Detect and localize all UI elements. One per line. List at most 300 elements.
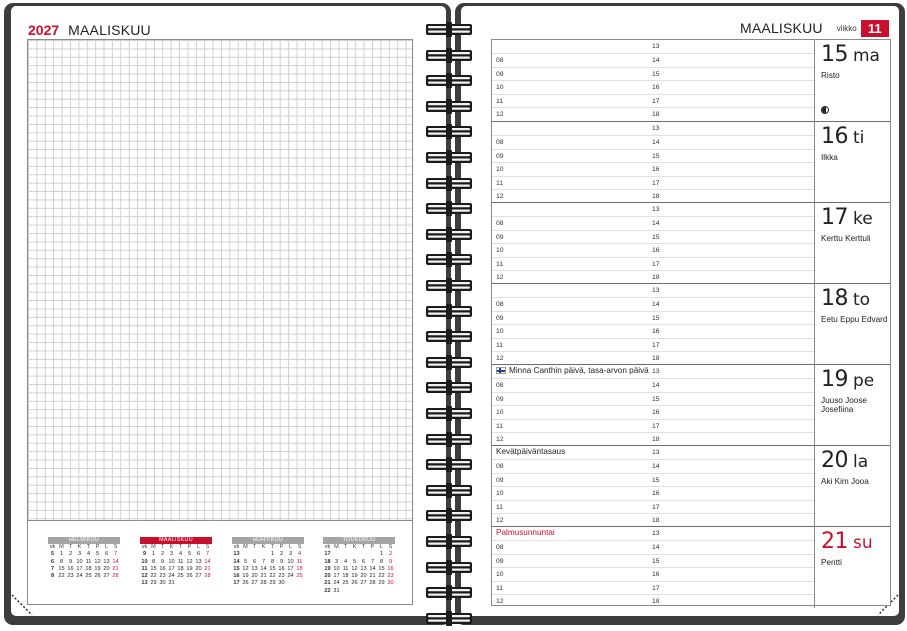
day-event [496, 447, 565, 456]
hour-label-right: 16 [652, 328, 660, 336]
time-slots [492, 122, 814, 203]
mini-calendar-date: 20 [103, 565, 110, 572]
mini-calendar-date [341, 588, 350, 595]
mini-calendar-date: 13 [195, 558, 202, 565]
time-slot[interactable] [492, 107, 814, 120]
mini-calendar-date: 4 [297, 551, 302, 558]
mini-calendar-weekday: K [261, 544, 266, 550]
day-date [821, 367, 874, 392]
mini-calendar-date: 10 [333, 565, 340, 572]
mini-calendar-date: 22 [150, 573, 157, 580]
hour-label-left: 08 [496, 57, 504, 65]
mini-calendar-title: TOUKOKUU [323, 537, 395, 544]
mini-calendar-date: 23 [67, 573, 74, 580]
hour-label-right: 14 [652, 463, 660, 471]
time-slot[interactable] [492, 297, 814, 310]
mini-calendar-date: 26 [94, 573, 101, 580]
spiral-ring [424, 428, 474, 450]
hour-label-right: 17 [652, 179, 660, 187]
mini-calendar-weekday: P [95, 544, 100, 550]
mini-calendar-weekday: S [205, 544, 210, 550]
mini-calendar-date: 3 [169, 551, 174, 558]
day-info [814, 122, 891, 203]
mini-calendar-title: HELMIKUU [48, 537, 120, 544]
time-slot[interactable] [492, 351, 814, 364]
hour-label-right: 15 [652, 395, 660, 403]
mini-calendar-date: 10 [76, 558, 83, 565]
time-slots [492, 284, 814, 365]
mini-calendar-weekday: T [252, 544, 257, 550]
time-slot[interactable] [492, 53, 814, 66]
mini-calendar-week-row [323, 566, 395, 573]
hour-label-right: 15 [652, 476, 660, 484]
mini-calendar-date: 20 [195, 565, 202, 572]
mini-calendar [323, 537, 395, 595]
spiral-ring [424, 351, 474, 373]
hour-label-left: 10 [496, 84, 504, 92]
mini-calendar-week-row [323, 559, 395, 566]
mini-calendar-date: 25 [342, 580, 349, 587]
time-slot[interactable] [492, 257, 814, 270]
mini-calendar-week-number: 13 [233, 551, 240, 558]
spiral-ring [424, 69, 474, 91]
mini-calendar-date: 23 [387, 573, 394, 580]
mini-calendar-date: 14 [112, 558, 119, 565]
time-slot[interactable] [492, 284, 814, 297]
mini-calendar-week-number: 7 [50, 565, 55, 572]
hour-label-right: 17 [652, 503, 660, 511]
day-date [821, 529, 873, 554]
hour-label-right: 16 [652, 409, 660, 417]
name-day-names: Aki Kim Jooa [821, 477, 869, 486]
mini-calendar-week-number: 15 [233, 565, 240, 572]
mini-calendar-date: 30 [387, 580, 394, 587]
spiral-ring [424, 44, 474, 66]
hour-label-left: 09 [496, 314, 504, 322]
mini-calendar-weekday: M [59, 544, 64, 550]
name-day-names: Eetu Eppu Edvard [821, 315, 888, 324]
mini-calendar-week-row [232, 559, 304, 566]
time-slot[interactable] [492, 459, 814, 472]
hour-label-left: 08 [496, 139, 504, 147]
mini-calendar-weekday: P [370, 544, 375, 550]
mini-calendar-weekday: T [160, 544, 165, 550]
mini-calendar-week-number: 14 [233, 558, 240, 565]
mini-calendar-date: 8 [270, 558, 275, 565]
day-abbreviation: to [853, 290, 871, 310]
mini-calendar-date: 27 [360, 580, 367, 587]
hour-label-right: 14 [652, 301, 660, 309]
hour-label-left: 09 [496, 70, 504, 78]
hour-label-right: 16 [652, 490, 660, 498]
mini-calendar-date: 21 [204, 565, 211, 572]
mini-calendar-date: 1 [270, 551, 275, 558]
mini-calendar-date: 2 [279, 551, 284, 558]
mini-calendar-date: 18 [177, 565, 184, 572]
mini-calendar-weekday: L [379, 544, 384, 550]
spiral-ring [424, 172, 474, 194]
day-event-text: Kevätpäiväntasaus [496, 447, 566, 456]
mini-calendar-date: 28 [204, 573, 211, 580]
day-info [814, 40, 891, 121]
mini-calendar-weekday: M [334, 544, 339, 550]
spiral-ring [424, 18, 474, 40]
time-slot[interactable] [492, 135, 814, 148]
spiral-ring [424, 479, 474, 501]
day-abbreviation: ma [853, 46, 880, 66]
hour-label-right: 13 [652, 125, 660, 132]
mini-calendar-date: 12 [351, 565, 358, 572]
time-slot[interactable] [492, 67, 814, 80]
mini-calendar-date: 13 [251, 565, 258, 572]
mini-calendar-week-row [48, 551, 120, 558]
time-slots [492, 527, 814, 608]
mini-calendar-date: 8 [59, 558, 64, 565]
mini-calendar-weekday: K [352, 544, 357, 550]
hour-label-right: 16 [652, 571, 660, 579]
day-number: 15 [821, 42, 848, 67]
time-slot[interactable] [492, 324, 814, 337]
hour-label-right: 17 [652, 584, 660, 592]
left-page-header [28, 22, 151, 38]
mini-calendar-date [250, 551, 259, 558]
mini-calendar-date: 25 [296, 573, 303, 580]
time-slot[interactable] [492, 243, 814, 256]
month-label: MAALISKUU [68, 22, 151, 38]
time-slot[interactable] [492, 432, 814, 445]
notes-grid[interactable] [27, 39, 413, 521]
mini-calendar-date: 18 [296, 565, 303, 572]
mini-calendar-date: 16 [159, 565, 166, 572]
mini-calendar-weekday: K [77, 544, 82, 550]
spiral-ring [424, 530, 474, 552]
mini-calendar-date: 7 [370, 558, 375, 565]
mini-calendar-date: 13 [360, 565, 367, 572]
time-slot[interactable] [492, 203, 814, 216]
hour-label-left: 12 [496, 517, 504, 525]
mini-calendar-date: 12 [242, 565, 249, 572]
hour-label-left: 12 [496, 598, 504, 606]
hour-label-right: 13 [652, 449, 660, 456]
day-block[interactable] [492, 202, 890, 283]
mini-calendar-date: 30 [278, 580, 285, 587]
mini-calendar-date: 22 [378, 573, 385, 580]
mini-calendar-date [359, 588, 368, 595]
mini-calendar-weekday: M [151, 544, 156, 550]
hour-label-right: 18 [652, 355, 660, 363]
spiral-ring [424, 453, 474, 475]
mini-calendar-date: 28 [112, 573, 119, 580]
mini-calendar-date: 31 [333, 587, 340, 594]
mini-calendar-weekday: T [68, 544, 73, 550]
mini-calendar-date: 3 [77, 551, 82, 558]
mini-calendar-week-row [232, 580, 304, 587]
hour-label-right: 14 [652, 544, 660, 552]
time-slot[interactable] [492, 540, 814, 553]
week-number-badge: 11 [861, 20, 889, 37]
mini-calendar-date: 6 [196, 551, 201, 558]
mini-calendar-week-row [48, 573, 120, 580]
mini-calendar-week-number: 6 [50, 558, 55, 565]
mini-calendar-date: 5 [187, 551, 192, 558]
mini-calendar-date: 2 [388, 551, 393, 558]
mini-calendar-date: 17 [168, 565, 175, 572]
mini-calendar-weekday: L [196, 544, 201, 550]
hour-label-right: 17 [652, 260, 660, 268]
day-info [814, 527, 891, 608]
mini-calendar-date: 6 [252, 558, 257, 565]
day-abbreviation: ke [853, 209, 873, 229]
hour-label-left: 12 [496, 436, 504, 444]
mini-calendar-date: 26 [242, 580, 249, 587]
mini-calendar-date: 24 [287, 573, 294, 580]
mini-calendar-week-row [323, 551, 395, 558]
mini-calendar-weekday: T [361, 544, 366, 550]
name-day-names: Ilkka [821, 153, 838, 162]
mini-calendar-date: 24 [76, 573, 83, 580]
mini-calendar-week-number: 16 [233, 573, 240, 580]
mini-calendar-date: 10 [168, 558, 175, 565]
mini-calendar-date: 20 [251, 573, 258, 580]
day-number: 18 [821, 286, 848, 311]
mini-calendar-date: 4 [178, 551, 183, 558]
mini-calendar-date: 23 [159, 573, 166, 580]
time-slot[interactable] [492, 230, 814, 243]
mini-calendar-date: 5 [95, 551, 100, 558]
mini-calendar-week-row [48, 566, 120, 573]
time-slot[interactable] [492, 149, 814, 162]
mini-calendar-date: 16 [67, 565, 74, 572]
hour-label-left: 12 [496, 274, 504, 282]
hour-label-left: 11 [496, 584, 504, 592]
hour-label-left: 11 [496, 422, 504, 430]
mini-calendar-date: 29 [150, 580, 157, 587]
mini-calendar-week-number: 21 [324, 580, 331, 587]
mini-calendar-date: 28 [369, 580, 376, 587]
hour-label-right: 18 [652, 436, 660, 444]
time-slots [492, 203, 814, 284]
spiral-ring [424, 325, 474, 347]
mini-calendar-date: 9 [160, 558, 165, 565]
mini-calendar-date: 12 [186, 558, 193, 565]
spiral-ring [424, 197, 474, 219]
hour-label-left: 11 [496, 97, 504, 105]
mini-calendar-date [350, 588, 359, 595]
mini-calendar [232, 537, 304, 588]
mini-calendar-date [295, 580, 304, 587]
mini-calendar-date [341, 551, 350, 558]
mini-calendar-date: 19 [94, 565, 101, 572]
time-slot[interactable] [492, 122, 814, 135]
mini-calendar-weekday: S [113, 544, 118, 550]
day-number: 19 [821, 367, 848, 392]
day-date [821, 286, 870, 311]
hour-label-left: 08 [496, 382, 504, 390]
hour-label-right: 14 [652, 57, 660, 65]
time-slot[interactable] [492, 473, 814, 486]
time-slot[interactable] [492, 338, 814, 351]
mini-calendar-date: 16 [387, 565, 394, 572]
hour-label-right: 18 [652, 193, 660, 201]
mini-calendar-weekdays [232, 544, 304, 551]
hour-label-right: 13 [652, 530, 660, 537]
mini-calendar-date: 18 [85, 565, 92, 572]
hour-label-right: 13 [652, 368, 660, 375]
day-block[interactable] [492, 445, 890, 526]
mini-calendar-weekday: vk [233, 544, 240, 550]
time-slot[interactable] [492, 94, 814, 107]
hour-label-left: 08 [496, 463, 504, 471]
day-abbreviation: su [853, 533, 873, 553]
day-date [821, 42, 880, 67]
mini-calendar-week-row [323, 588, 395, 595]
spiral-binding [424, 8, 474, 620]
time-slot[interactable] [492, 40, 814, 53]
hour-label-left: 09 [496, 476, 504, 484]
mini-calendar-date: 22 [58, 573, 65, 580]
mini-calendar-date: 24 [333, 580, 340, 587]
mini-calendar-date [194, 580, 203, 587]
time-slot[interactable] [492, 405, 814, 418]
mini-calendar-week-number: 18 [324, 558, 331, 565]
mini-calendar-weekday: S [297, 544, 302, 550]
spiral-ring [424, 581, 474, 603]
time-slots [492, 365, 814, 446]
spiral-ring [424, 376, 474, 398]
mini-calendar-date [176, 580, 185, 587]
mini-calendar-date: 14 [260, 565, 267, 572]
day-info [814, 203, 891, 284]
day-event-text: Palmusunnuntai [496, 528, 555, 537]
day-block[interactable] [492, 364, 890, 445]
mini-calendar-date: 7 [205, 551, 210, 558]
mini-calendar-date: 17 [287, 565, 294, 572]
mini-calendar-date: 23 [278, 573, 285, 580]
spiral-ring [424, 223, 474, 245]
day-block[interactable] [492, 121, 890, 202]
mini-calendar-week-row [232, 573, 304, 580]
mini-calendar-date: 17 [333, 573, 340, 580]
hour-label-left: 11 [496, 260, 504, 268]
mini-calendar-date: 14 [369, 565, 376, 572]
mini-calendar-date: 11 [342, 565, 349, 572]
time-slot[interactable] [492, 270, 814, 283]
mini-calendar-date: 22 [269, 573, 276, 580]
mini-calendar-date [241, 551, 250, 558]
mini-calendar-weekday: L [288, 544, 293, 550]
time-slot[interactable] [492, 162, 814, 175]
day-event [496, 528, 555, 537]
hour-label-right: 15 [652, 233, 660, 241]
hour-label-left: 10 [496, 409, 504, 417]
mini-calendar-date: 7 [113, 551, 118, 558]
mini-calendar-date: 5 [243, 558, 248, 565]
mini-calendar-date [185, 580, 194, 587]
mini-calendar-date: 21 [260, 573, 267, 580]
spiral-ring [424, 402, 474, 424]
mini-calendar-week-row [323, 573, 395, 580]
mini-calendar [48, 537, 120, 580]
mini-calendar-weekday: vk [141, 544, 148, 550]
hour-label-right: 14 [652, 139, 660, 147]
hour-label-left: 09 [496, 152, 504, 160]
mini-calendar-date: 17 [76, 565, 83, 572]
mini-calendar-week-row [48, 559, 120, 566]
mini-calendar-weekday: P [279, 544, 284, 550]
mini-calendar-date: 21 [369, 573, 376, 580]
time-slot[interactable] [492, 554, 814, 567]
mini-calendar-date: 12 [94, 558, 101, 565]
mini-calendar-date [359, 551, 368, 558]
hour-label-right: 13 [652, 43, 660, 50]
time-slot[interactable] [492, 500, 814, 513]
time-slot[interactable] [492, 392, 814, 405]
name-day-names: Pentti [821, 558, 842, 567]
time-slot[interactable] [492, 581, 814, 594]
mini-calendar-date: 20 [360, 573, 367, 580]
mini-calendar-date: 4 [86, 551, 91, 558]
mini-calendar-date: 3 [334, 558, 339, 565]
time-slot[interactable] [492, 216, 814, 229]
time-slot[interactable] [492, 594, 814, 607]
mini-calendar-week-number: 5 [50, 551, 55, 558]
mini-calendar [140, 537, 212, 588]
day-info [814, 365, 891, 446]
mini-calendar-date: 21 [112, 565, 119, 572]
day-number: 16 [821, 124, 848, 149]
time-slot[interactable] [492, 176, 814, 189]
day-block[interactable] [492, 283, 890, 364]
day-number: 20 [821, 448, 848, 473]
mini-calendar-weekday: M [243, 544, 248, 550]
time-slot[interactable] [492, 378, 814, 391]
week-label: viikko [836, 23, 857, 33]
day-block[interactable] [492, 526, 890, 607]
moon-phase-icon [821, 106, 829, 114]
day-abbreviation: la [853, 452, 869, 472]
mini-calendar-weekday: T [86, 544, 91, 550]
time-slot[interactable] [492, 567, 814, 580]
day-block[interactable] [492, 40, 890, 121]
mini-calendar-weekdays [323, 544, 395, 551]
mini-calendar-weekdays [48, 544, 120, 551]
time-slots [492, 40, 814, 121]
hour-label-right: 18 [652, 517, 660, 525]
hour-label-left: 11 [496, 341, 504, 349]
mini-calendar-date: 15 [150, 565, 157, 572]
hour-label-right: 15 [652, 70, 660, 78]
mini-calendar-week-row [140, 559, 212, 566]
mini-calendar-weekday: vk [324, 544, 331, 550]
mini-calendar-week-number: 17 [233, 580, 240, 587]
time-slot[interactable] [492, 419, 814, 432]
mini-calendar-date: 6 [361, 558, 366, 565]
hour-label-left: 10 [496, 328, 504, 336]
finnish-flag-icon [496, 367, 506, 374]
time-slot[interactable] [492, 513, 814, 526]
time-slot[interactable] [492, 189, 814, 202]
spiral-ring [424, 504, 474, 526]
mini-calendar-date: 4 [343, 558, 348, 565]
time-slot[interactable] [492, 486, 814, 499]
mini-calendar-date: 11 [296, 558, 303, 565]
hour-label-right: 16 [652, 247, 660, 255]
day-date [821, 448, 868, 473]
time-slot[interactable] [492, 311, 814, 324]
mini-calendar-date: 27 [195, 573, 202, 580]
time-slot[interactable] [492, 80, 814, 93]
name-day-names: Juuso Joose Josefiina [821, 396, 867, 415]
